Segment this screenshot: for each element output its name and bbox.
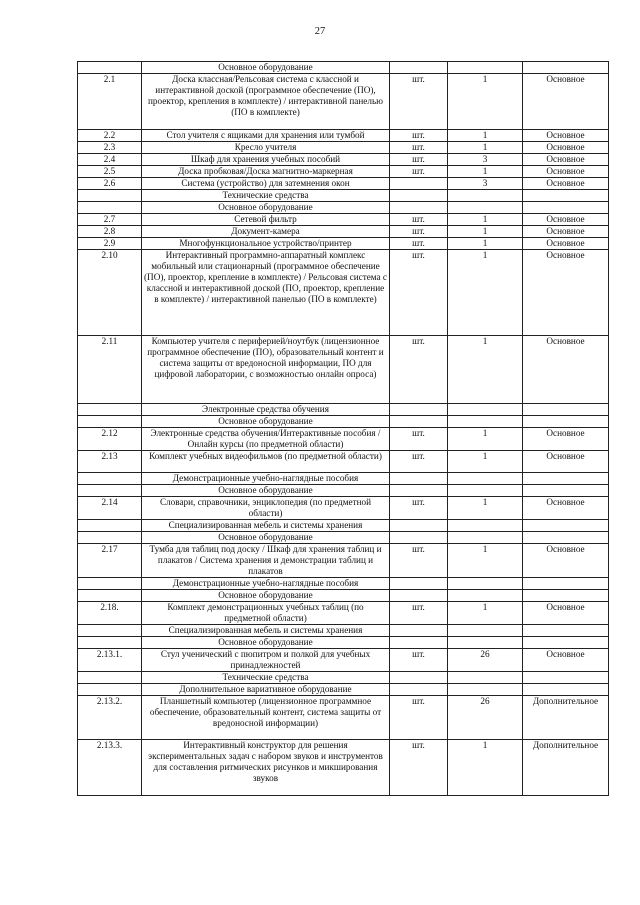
item-quantity: 1 — [448, 238, 523, 250]
empty-cell — [390, 578, 448, 590]
item-quantity: 1 — [448, 250, 523, 336]
item-category: Основное — [523, 142, 609, 154]
empty-cell — [78, 672, 142, 684]
item-category: Основное — [523, 428, 609, 451]
item-name: Планшетный компьютер (лицензионное программное обеспечение, образовательный контент, система защиты от вредоносной информации) — [142, 696, 390, 740]
item-number: 2.13 — [78, 451, 142, 473]
item-quantity: 1 — [448, 336, 523, 404]
table-row — [78, 740, 609, 796]
item-unit — [390, 178, 448, 190]
empty-cell — [78, 590, 142, 602]
equipment-table — [77, 61, 609, 796]
item-name: Кресло учителя — [142, 142, 390, 154]
empty-cell — [78, 62, 142, 74]
section-heading: Основное оборудование — [142, 202, 390, 214]
empty-cell — [78, 520, 142, 532]
section-row — [78, 62, 609, 74]
empty-cell — [78, 578, 142, 590]
empty-cell — [78, 532, 142, 544]
item-unit: шт. — [390, 602, 448, 625]
section-row — [78, 532, 609, 544]
section-row — [78, 485, 609, 497]
empty-cell — [448, 684, 523, 696]
empty-cell — [523, 672, 609, 684]
item-name: Стул ученический с пюпитром и полкой для учебных принадлежностей — [142, 649, 390, 672]
item-number: 2.13.2. — [78, 696, 142, 740]
empty-cell — [78, 637, 142, 649]
empty-cell — [523, 416, 609, 428]
section-row — [78, 404, 609, 416]
item-quantity: 1 — [448, 166, 523, 178]
empty-cell — [448, 625, 523, 637]
table-row — [78, 74, 609, 130]
item-number: 2.14 — [78, 497, 142, 520]
item-quantity: 1 — [448, 130, 523, 142]
empty-cell — [448, 672, 523, 684]
empty-cell — [390, 202, 448, 214]
item-number: 2.18. — [78, 602, 142, 625]
item-unit: шт. — [390, 740, 448, 796]
item-name: Шкаф для хранения учебных пособий — [142, 154, 390, 166]
item-name: Компьютер учителя с периферией/ноутбук (лицензионное программное обеспечение (ПО), образовательный контент и система защиты от вредоносной информации, ПО для цифровой лаборатории, с возможностью онлайн опроса) — [142, 336, 390, 404]
item-unit: шт. — [390, 544, 448, 578]
item-category: Основное — [523, 250, 609, 336]
section-row — [78, 473, 609, 485]
item-quantity: 1 — [448, 74, 523, 130]
item-quantity: 3 — [448, 178, 523, 190]
item-quantity: 1 — [448, 740, 523, 796]
item-quantity: 1 — [448, 142, 523, 154]
item-category: Дополнительное — [523, 740, 609, 796]
item-number: 2.7 — [78, 214, 142, 226]
item-number: 2.3 — [78, 142, 142, 154]
table-row — [78, 166, 609, 178]
item-unit: шт. — [390, 238, 448, 250]
empty-cell — [523, 625, 609, 637]
item-quantity: 1 — [448, 428, 523, 451]
empty-cell — [390, 625, 448, 637]
item-unit: шт. — [390, 451, 448, 473]
table-row — [78, 649, 609, 672]
empty-cell — [390, 532, 448, 544]
item-name: Интерактивный конструктор для решения экспериментальных задач с набором звуков и инструментов для составления ритмических рисунков и микширования звуков — [142, 740, 390, 796]
empty-cell — [523, 190, 609, 202]
empty-cell — [523, 62, 609, 74]
empty-cell — [78, 404, 142, 416]
section-row — [78, 416, 609, 428]
item-number: 2.13.1. — [78, 649, 142, 672]
table-row — [78, 336, 609, 404]
item-quantity: 26 — [448, 649, 523, 672]
empty-cell — [448, 520, 523, 532]
item-unit: шт. — [390, 166, 448, 178]
item-category: Основное — [523, 336, 609, 404]
empty-cell — [523, 532, 609, 544]
section-heading: Основное оборудование — [142, 590, 390, 602]
item-name: Комплект демонстрационных учебных таблиц (по предметной области) — [142, 602, 390, 625]
empty-cell — [78, 485, 142, 497]
empty-cell — [78, 190, 142, 202]
table-row — [78, 497, 609, 520]
item-unit: шт. — [390, 497, 448, 520]
table-row — [78, 238, 609, 250]
item-unit: шт. — [390, 250, 448, 336]
item-name: Сетевой фильтр — [142, 214, 390, 226]
item-category: Основное — [523, 74, 609, 130]
item-name: Многофункциональное устройство/принтер — [142, 238, 390, 250]
item-number: 2.5 — [78, 166, 142, 178]
item-unit: шт. — [390, 154, 448, 166]
item-quantity: 1 — [448, 544, 523, 578]
table-row — [78, 428, 609, 451]
item-quantity: 26 — [448, 696, 523, 740]
item-name: Документ-камера — [142, 226, 390, 238]
table-row — [78, 602, 609, 625]
section-row — [78, 637, 609, 649]
item-unit: шт. — [390, 696, 448, 740]
item-category: Основное — [523, 649, 609, 672]
section-heading: Демонстрационные учебно-наглядные пособия — [142, 578, 390, 590]
empty-cell — [390, 590, 448, 602]
table-row — [78, 250, 609, 336]
item-quantity: 3 — [448, 154, 523, 166]
item-name: Доска классная/Рельсовая система с классной и интерактивной доской (программное обеспечение (ПО), проектор, крепления в комплекте) / интерактивной панелью (ПО в комплекте) — [142, 74, 390, 130]
section-heading: Специализированная мебель и системы хранения — [142, 625, 390, 637]
item-quantity: 1 — [448, 451, 523, 473]
item-quantity: 1 — [448, 497, 523, 520]
empty-cell — [448, 473, 523, 485]
item-unit: шт. — [390, 649, 448, 672]
item-number: 2.12 — [78, 428, 142, 451]
empty-cell — [448, 202, 523, 214]
item-name: Словари, справочники, энциклопедия (по предметной области) — [142, 497, 390, 520]
empty-cell — [523, 637, 609, 649]
empty-cell — [448, 190, 523, 202]
item-category: Основное — [523, 214, 609, 226]
empty-cell — [390, 473, 448, 485]
section-row — [78, 590, 609, 602]
empty-cell — [523, 473, 609, 485]
empty-cell — [523, 404, 609, 416]
item-number: 2.17 — [78, 544, 142, 578]
item-unit: шт. — [390, 74, 448, 130]
empty-cell — [448, 590, 523, 602]
item-category: Дополнительное — [523, 696, 609, 740]
item-category: Основное — [523, 238, 609, 250]
section-heading: Основное оборудование — [142, 532, 390, 544]
empty-cell — [390, 672, 448, 684]
item-category: Основное — [523, 130, 609, 142]
item-number: 2.9 — [78, 238, 142, 250]
item-category: Основное — [523, 497, 609, 520]
empty-cell — [390, 684, 448, 696]
empty-cell — [78, 416, 142, 428]
item-unit: шт. — [390, 130, 448, 142]
page-number: 27 — [314, 26, 326, 37]
item-category: Основное — [523, 178, 609, 190]
empty-cell — [523, 578, 609, 590]
section-heading: Основное оборудование — [142, 637, 390, 649]
item-category: Основное — [523, 451, 609, 473]
item-name: Система (устройство) для затемнения окон — [142, 178, 390, 190]
table-row — [78, 130, 609, 142]
item-category: Основное — [523, 544, 609, 578]
empty-cell — [523, 202, 609, 214]
empty-cell — [448, 578, 523, 590]
empty-cell — [78, 684, 142, 696]
item-quantity: 1 — [448, 226, 523, 238]
item-unit: шт. — [390, 214, 448, 226]
table-row — [78, 154, 609, 166]
item-unit: шт. — [390, 428, 448, 451]
item-number: 2.10 — [78, 250, 142, 336]
empty-cell — [523, 485, 609, 497]
section-heading: Основное оборудование — [142, 62, 390, 74]
empty-cell — [390, 404, 448, 416]
item-name: Комплект учебных видеофильмов (по предметной области) — [142, 451, 390, 473]
section-heading: Дополнительное вариативное оборудование — [142, 684, 390, 696]
empty-cell — [390, 62, 448, 74]
section-row — [78, 190, 609, 202]
empty-cell — [390, 416, 448, 428]
section-heading: Технические средства — [142, 190, 390, 202]
table-row — [78, 451, 609, 473]
section-heading: Основное оборудование — [142, 485, 390, 497]
table-row — [78, 178, 609, 190]
empty-cell — [448, 404, 523, 416]
table-row — [78, 544, 609, 578]
empty-cell — [448, 637, 523, 649]
item-name: Тумба для таблиц под доску / Шкаф для хранения таблиц и плакатов / Система хранения и демонстрации таблиц и плакатов — [142, 544, 390, 578]
item-number: 2.11 — [78, 336, 142, 404]
section-heading: Демонстрационные учебно-наглядные пособия — [142, 473, 390, 485]
item-number: 2.2 — [78, 130, 142, 142]
item-category: Основное — [523, 166, 609, 178]
item-unit: шт. — [390, 226, 448, 238]
item-category: Основное — [523, 602, 609, 625]
item-name: Электронные средства обучения/Интерактивные пособия / Онлайн курсы (по предметной области) — [142, 428, 390, 451]
section-heading: Основное оборудование — [142, 416, 390, 428]
item-name: Интерактивный программно-аппаратный комплекс мобильный или стационарный (программное обеспечение (ПО), проектор, крепление в комплекте) / Рельсовая система с классной и интерактивной доской (ПО, проектор, крепление в комплекте) / интерактивной панелью (ПО в комплекте) — [142, 250, 390, 336]
section-row — [78, 672, 609, 684]
section-row — [78, 520, 609, 532]
empty-cell — [390, 637, 448, 649]
table-row — [78, 226, 609, 238]
item-quantity: 1 — [448, 214, 523, 226]
section-row — [78, 202, 609, 214]
empty-cell — [390, 485, 448, 497]
item-category: Основное — [523, 226, 609, 238]
empty-cell — [523, 520, 609, 532]
empty-cell — [523, 684, 609, 696]
item-quantity: 1 — [448, 602, 523, 625]
section-row — [78, 578, 609, 590]
empty-cell — [78, 473, 142, 485]
table-row — [78, 696, 609, 740]
table-row — [78, 214, 609, 226]
item-name: Доска пробковая/Доска магнитно-маркерная — [142, 166, 390, 178]
empty-cell — [78, 202, 142, 214]
empty-cell — [448, 532, 523, 544]
item-number: 2.4 — [78, 154, 142, 166]
section-row — [78, 684, 609, 696]
section-row — [78, 625, 609, 637]
empty-cell — [390, 190, 448, 202]
item-name: Стол учителя с ящиками для хранения или тумбой — [142, 130, 390, 142]
item-number: 2.13.3. — [78, 740, 142, 796]
empty-cell — [78, 625, 142, 637]
item-category: Основное — [523, 154, 609, 166]
empty-cell — [523, 590, 609, 602]
empty-cell — [448, 416, 523, 428]
empty-cell — [448, 62, 523, 74]
item-number: 2.8 — [78, 226, 142, 238]
empty-cell — [448, 485, 523, 497]
section-heading: Электронные средства обучения — [142, 404, 390, 416]
empty-cell — [390, 520, 448, 532]
section-heading: Технические средства — [142, 672, 390, 684]
item-unit: шт. — [390, 336, 448, 404]
section-heading: Специализированная мебель и системы хранения — [142, 520, 390, 532]
table-row — [78, 142, 609, 154]
item-number: 2.6 — [78, 178, 142, 190]
item-number: 2.1 — [78, 74, 142, 130]
item-unit: шт. — [390, 142, 448, 154]
